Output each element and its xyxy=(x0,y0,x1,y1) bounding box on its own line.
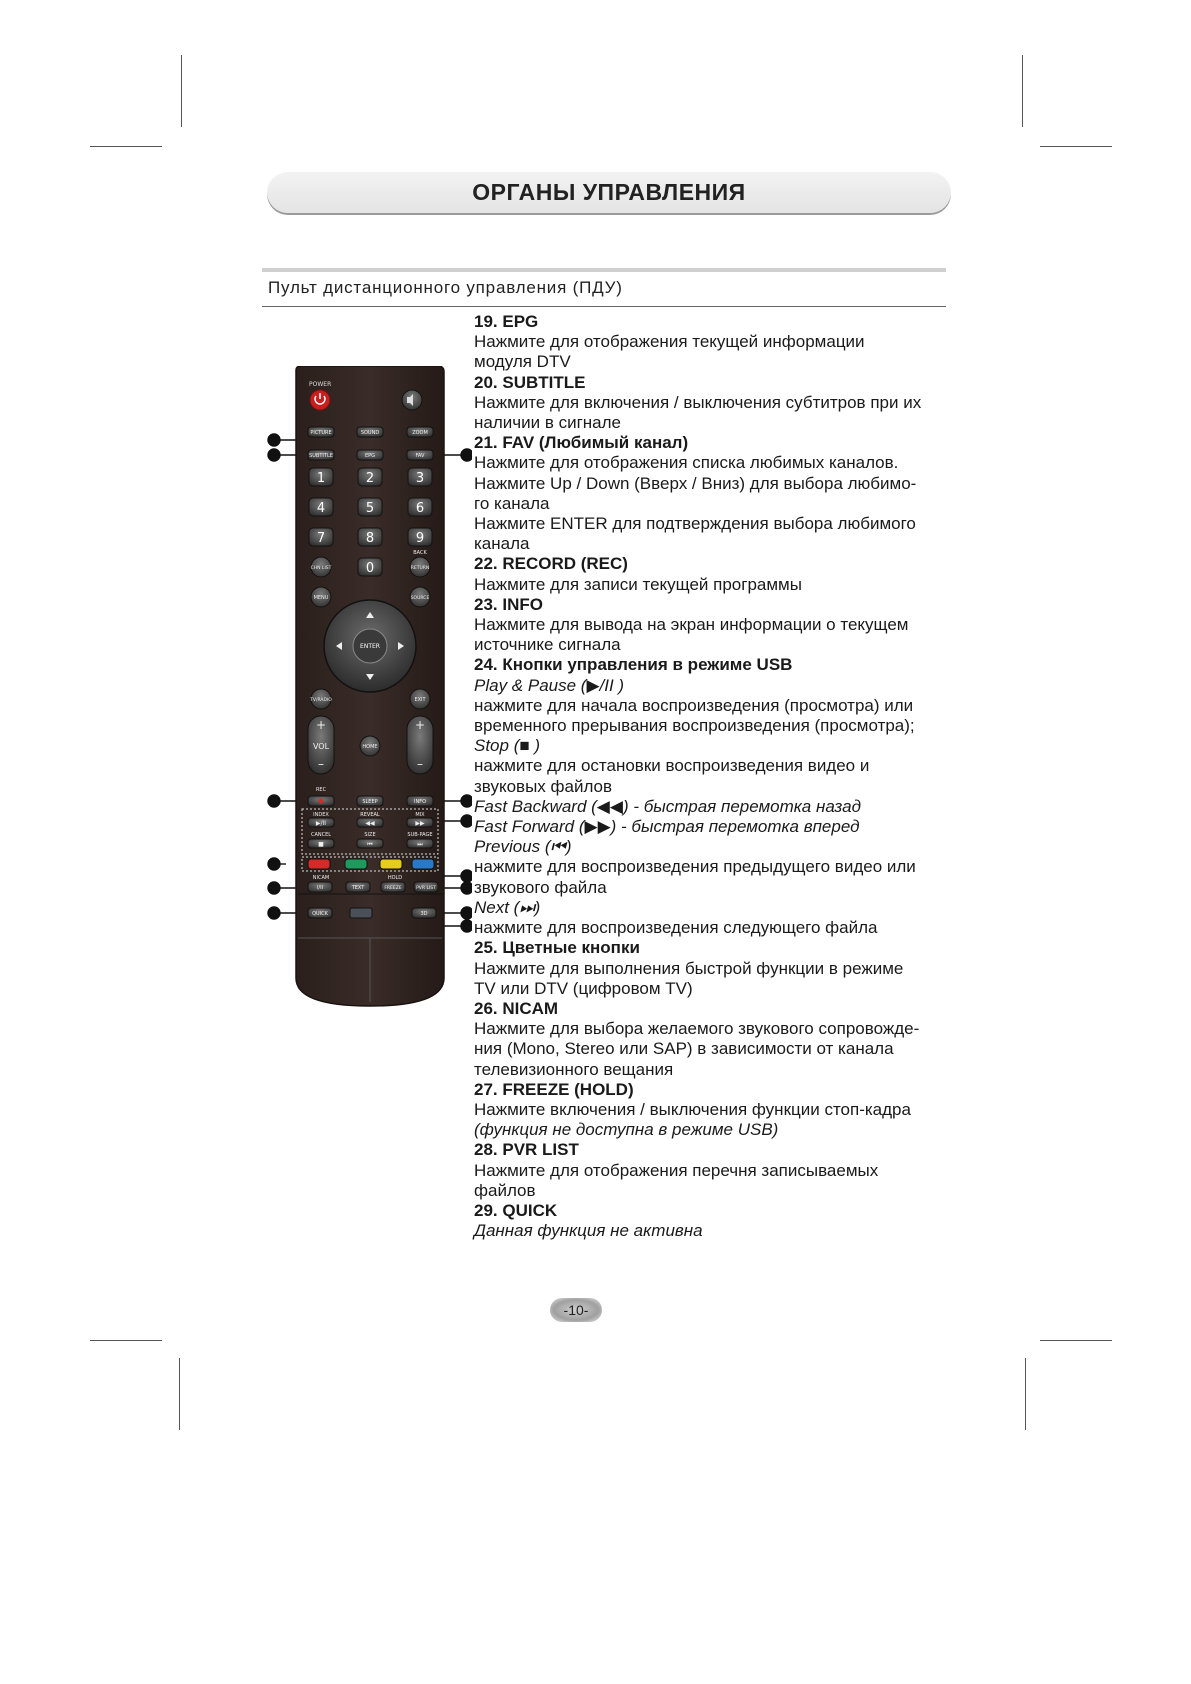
exit-label: EXIT xyxy=(414,697,426,703)
description-line: нажмите для воспроизведения предыдущего видео или xyxy=(474,857,916,877)
subtitle-button-label: SUBTITLE xyxy=(309,453,333,459)
description-line: Нажмите для записи текущей программы xyxy=(474,574,802,594)
description-line: Fast Forward (▶▶) - быстрая перемотка вперед xyxy=(474,817,860,837)
fast-forward-icon: ▶▶ xyxy=(415,820,425,827)
freeze-button-label: FREEZE xyxy=(384,886,402,891)
subpage-label: SUB-PAGE xyxy=(407,832,433,838)
volume-plus-icon: + xyxy=(315,718,327,732)
channel-minus-icon: – xyxy=(417,757,423,771)
section-divider xyxy=(262,306,946,307)
description-line: телевизионного вещания xyxy=(474,1059,674,1079)
enter-label: ENTER xyxy=(360,643,380,650)
back-label: BACK xyxy=(413,550,427,556)
item-heading: 29. QUICK xyxy=(474,1200,558,1220)
description-line: Нажмите для вывода на экран информации о текущем xyxy=(474,615,909,635)
remote-control-drawing xyxy=(262,366,472,1016)
item-heading: 24. Кнопки управления в режиме USB xyxy=(474,655,793,675)
item-heading: 23. INFO xyxy=(474,594,543,614)
reveal-label: REVEAL xyxy=(360,812,380,818)
item-heading: 27. FREEZE (HOLD) xyxy=(474,1079,634,1099)
crop-mark xyxy=(1040,146,1112,147)
yellow-key[interactable] xyxy=(380,859,402,869)
page-title-bar xyxy=(267,171,951,213)
description-line: Fast Backward (◀◀) - быстрая перемотка назад xyxy=(474,796,861,816)
crop-mark xyxy=(1040,1340,1112,1341)
description-line: Нажмите Up / Down (Вверх / Вниз) для выбора любимо- xyxy=(474,473,917,493)
home-label: HOME xyxy=(362,744,378,750)
description-line: звуковых файлов xyxy=(474,776,613,796)
description-line: звукового файла xyxy=(474,877,607,897)
hold-label: HOLD xyxy=(387,875,403,881)
zoom-button-label: ZOOM xyxy=(412,430,428,436)
record-icon xyxy=(319,799,324,804)
digit-label: 6 xyxy=(415,501,425,516)
description-line: Нажмите для выполнения быстрой функции в режиме xyxy=(474,958,904,978)
item-heading: 20. SUBTITLE xyxy=(474,372,586,392)
item-heading: 21. FAV (Любимый канал) xyxy=(474,433,689,453)
crop-mark xyxy=(181,55,182,127)
section-divider xyxy=(262,268,946,272)
item-heading: 26. NICAM xyxy=(474,998,559,1018)
description-line: Stop (■ ) xyxy=(474,736,541,756)
red-key[interactable] xyxy=(308,859,330,869)
description-line: модуля DTV xyxy=(474,352,571,372)
epg-button-label: EPG xyxy=(364,453,376,459)
remote-control-illustration xyxy=(262,366,472,1016)
digit-label: 2 xyxy=(365,471,375,486)
picture-button-label: PICTURE xyxy=(310,430,332,436)
description-line: го канала xyxy=(474,493,550,513)
description-line: Нажмите включения / выключения функции стоп-кадра xyxy=(474,1099,911,1119)
page-title: ОРГАНЫ УПРАВЛЕНИЯ xyxy=(472,178,746,205)
digit-label: 4 xyxy=(316,501,326,516)
digit-label: 5 xyxy=(365,501,375,516)
play-pause-icon: ▶/II xyxy=(315,820,327,827)
previous-icon: ⏮ xyxy=(367,841,373,848)
crop-mark xyxy=(90,146,162,147)
crop-mark xyxy=(179,1358,180,1430)
3d-button-label: 3D xyxy=(420,911,428,917)
item-heading: 25. Цветные кнопки xyxy=(474,938,640,958)
description-line: Нажмите для выбора желаемого звукового сопровожде- xyxy=(474,1019,920,1039)
description-line: нажмите для воспроизведения следующего файла xyxy=(474,918,878,938)
channel-list-label: CHN LIST xyxy=(310,566,332,571)
sleep-label: SLEEP xyxy=(362,799,378,805)
channel-plus-icon: + xyxy=(414,718,426,732)
stop-icon: ■ xyxy=(318,841,324,848)
item-heading: 28. PVR LIST xyxy=(474,1140,579,1160)
description-line: Next (⏭) xyxy=(474,897,541,917)
description-line: наличии в сигнале xyxy=(474,413,621,433)
description-line: временного прерывания воспроизведения (просмотра); xyxy=(474,716,915,736)
index-label: INDEX xyxy=(313,812,329,818)
quick-button-label: QUICK xyxy=(312,911,328,917)
mix-label: MIX xyxy=(415,812,425,818)
description-line: источнике сигнала xyxy=(474,635,621,655)
volume-minus-icon: – xyxy=(318,757,324,771)
digit-label: 0 xyxy=(365,561,375,576)
cancel-label: CANCEL xyxy=(310,832,332,838)
description-line: Нажмите для отображения списка любимых каналов. xyxy=(474,453,899,473)
next-icon: ⏭ xyxy=(417,841,423,848)
description-line: (функция не доступна в режиме USB) xyxy=(474,1120,779,1140)
crop-mark xyxy=(1025,1358,1026,1430)
item-heading: 19. EPG xyxy=(474,312,539,331)
nicam-label: NICAM xyxy=(312,875,330,881)
sound-button-label: SOUND xyxy=(360,430,380,436)
description-line: канала xyxy=(474,534,530,554)
description-column xyxy=(474,312,954,1241)
menu-label: MENU xyxy=(313,595,329,601)
volume-label: VOL xyxy=(312,742,330,751)
green-key[interactable] xyxy=(345,859,367,869)
source-label: SOURCE xyxy=(410,596,430,601)
digit-label: 7 xyxy=(316,531,326,546)
info-label: INFO xyxy=(413,799,427,805)
item-heading: 22. RECORD (REC) xyxy=(474,554,628,574)
description-line: нажмите для остановки воспроизведения видео и xyxy=(474,756,870,776)
crop-mark xyxy=(1022,55,1023,127)
description-line: ния (Mono, Stereo или SAP) в зависимости от канала xyxy=(474,1039,894,1059)
crop-mark xyxy=(90,1340,162,1341)
text-button-label: TEXT xyxy=(351,885,365,891)
rec-label: REC xyxy=(315,787,327,793)
digit-label: 9 xyxy=(415,531,425,546)
digit-label: 8 xyxy=(365,531,375,546)
section-heading: Пульт дистанционного управления (ПДУ) xyxy=(268,278,623,297)
description-line: нажмите для начала воспроизведения (просмотра) или xyxy=(474,695,914,715)
description-line: Previous (⏮) xyxy=(474,837,572,857)
size-label: SIZE xyxy=(364,832,376,838)
description-line: Нажмите ENTER для подтверждения выбора любимого xyxy=(474,514,916,534)
description-line: Нажмите для отображения перечня записываемых xyxy=(474,1160,879,1180)
tv-radio-label: TV/RADIO xyxy=(310,698,332,703)
description-line: файлов xyxy=(474,1180,536,1200)
page-number: -10- xyxy=(550,1298,602,1322)
description-line: Данная функция не активна xyxy=(474,1221,703,1241)
return-label: RETURN xyxy=(410,566,430,571)
digit-label: 1 xyxy=(316,471,326,486)
pvr-list-button-label: PVR LIST xyxy=(416,886,436,891)
blue-key[interactable] xyxy=(412,859,434,869)
fav-button-label: FAV xyxy=(415,453,425,459)
description-line: Нажмите для отображения текущей информации xyxy=(474,332,865,352)
power-label: POWER xyxy=(309,381,332,388)
digit-label: 3 xyxy=(415,471,425,486)
description-line: TV или DTV (цифровом TV) xyxy=(474,978,693,998)
nicam-button-label: I/II xyxy=(316,885,324,891)
description-line: Play & Pause (▶/II ) xyxy=(474,675,625,695)
description-line: Нажмите для включения / выключения субтитров при их xyxy=(474,392,922,412)
usb-button[interactable] xyxy=(350,908,372,918)
fast-backward-icon: ◀◀ xyxy=(365,820,375,827)
